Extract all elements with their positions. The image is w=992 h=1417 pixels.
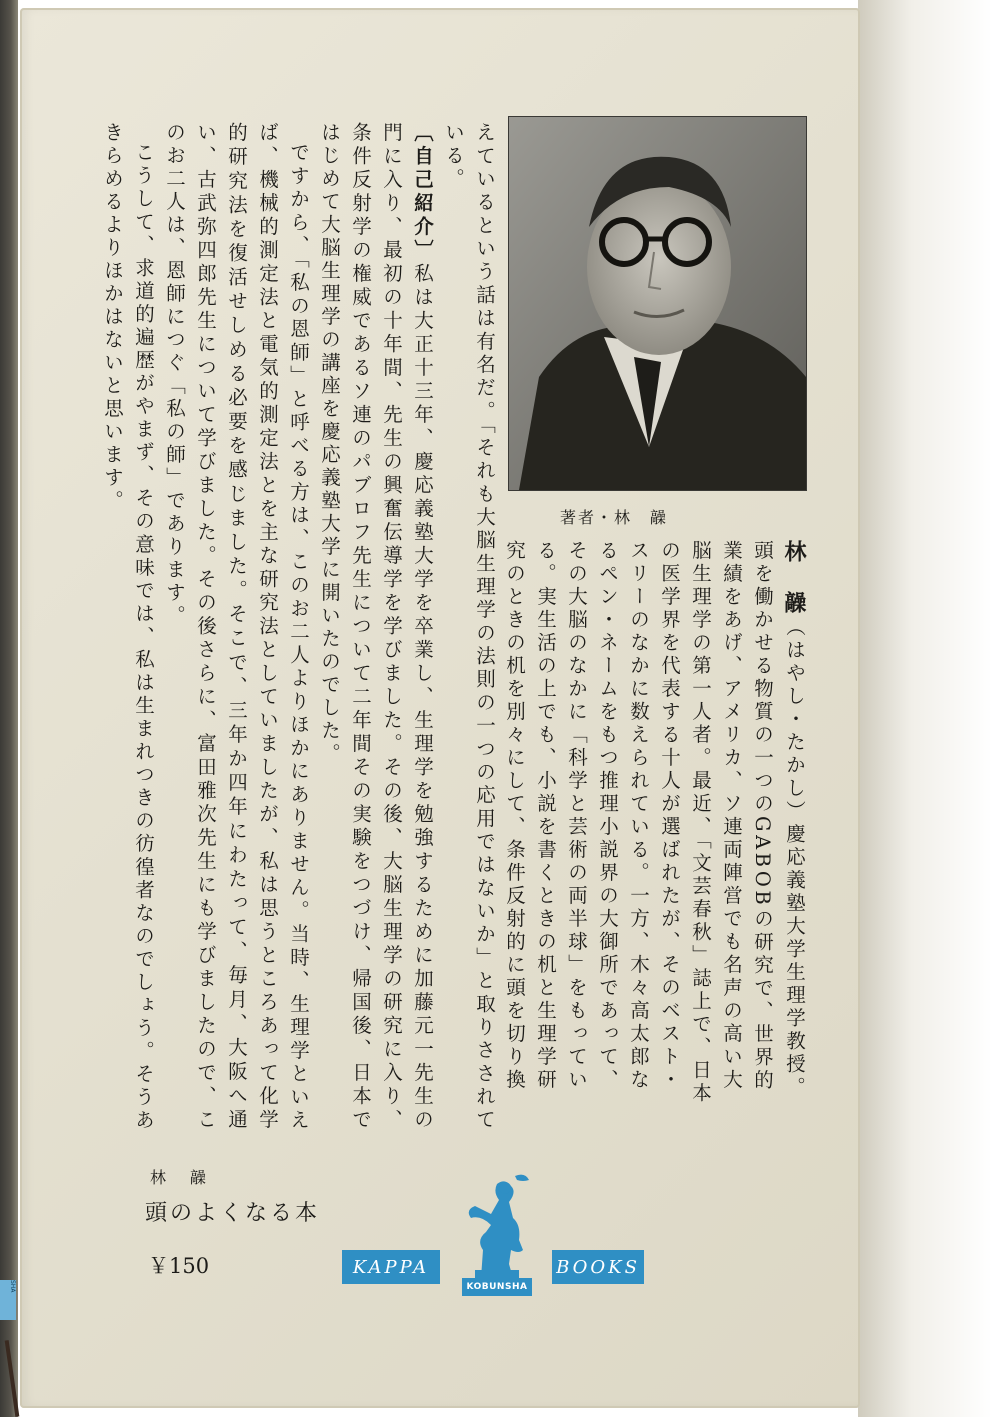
kappa-figure-icon xyxy=(461,1170,533,1280)
kobunsha-label: KOBUNSHA xyxy=(462,1278,532,1296)
price-label: ￥150 xyxy=(148,1254,210,1278)
kappa-label: KAPPA xyxy=(342,1250,440,1284)
page-background xyxy=(858,0,992,1417)
paragraph-4: こうして、求道的遍歴がやまず、その意味では、私は生まれつきの彷徨者なのでしょう。そうあきらめるよりほかはないと思います。 xyxy=(101,122,155,1132)
author-photo xyxy=(508,116,807,491)
library-sticker: SHA xyxy=(0,1280,16,1320)
bio-author-name: 林 髞 xyxy=(781,540,807,617)
books-label: BOOKS xyxy=(552,1250,644,1284)
self-intro-text: 私は大正十三年、慶応義塾大学を卒業し、生理学を勉強するために加藤元一先生の門に入り、最初の十年間、先生の興奮伝導学を学びました。その後、大脳生理学の研究に入り、条件反射学の権威であるソ連のパブロフ先生について二年間その実験をつづけ、帰国後、日本ではじめて大脳生理学の講座を慶応義塾大学に開いたのでした。 xyxy=(318,122,434,1132)
main-essay xyxy=(101,122,500,1133)
portrait-illustration xyxy=(509,117,806,490)
book-author: 林 髞 xyxy=(150,1168,211,1187)
book-spine-edge xyxy=(0,0,18,1417)
self-intro-label: 〔自己紹介〕 xyxy=(411,122,434,263)
photo-caption: 著者・林 髞 xyxy=(560,508,669,527)
paragraph-2 xyxy=(314,122,438,1132)
bio-body: （はやし・たかし）慶応義塾大学生理学教授。頭を働かせる物質の一つのGABOBの研究で、世界的業績をあげ、アメリカ、ソ連両陣営でも名声の高い大脳生理学の第一人者。最近、「文芸春秋」誌上で、日本の医学界を代表する十人が選ばれたが、そのベスト・スリーのなかに数えられている。一方、木々高太郎なるペン・ネームをもつ推理小説界の大御所であって、その大脳のなかに「科学と芸術の両半球」をもっている。実生活の上でも、小説を書くときの机と生理学研究のときの机を別々にして、条件反射的に頭を切り換 xyxy=(503,540,806,1106)
paragraph-1: えているという話は有名だ。「それも大脳生理学の法則の一つの応用ではないか」と取りさされている。 xyxy=(442,122,496,1133)
author-bio xyxy=(503,540,810,1110)
bio-paragraph xyxy=(499,540,810,1110)
paragraph-3: ですから、「私の恩師」と呼べる方は、このお二人よりほかにありません。当時、生理学といえば、機械的測定法と電気的測定法とを主な研究法としていましたが、私は思うところあって化学的研究法を復活せしめる必要を感じました。そこで、三年か四年にわたって、毎月、大阪へ通い、古武弥四郎先生について学びました。その後さらに、富田雅次先生にも学びましたので、このお二人は、恩師につぐ「私の師」であります。 xyxy=(163,122,310,1133)
book-title: 頭のよくなる本 xyxy=(145,1201,321,1226)
